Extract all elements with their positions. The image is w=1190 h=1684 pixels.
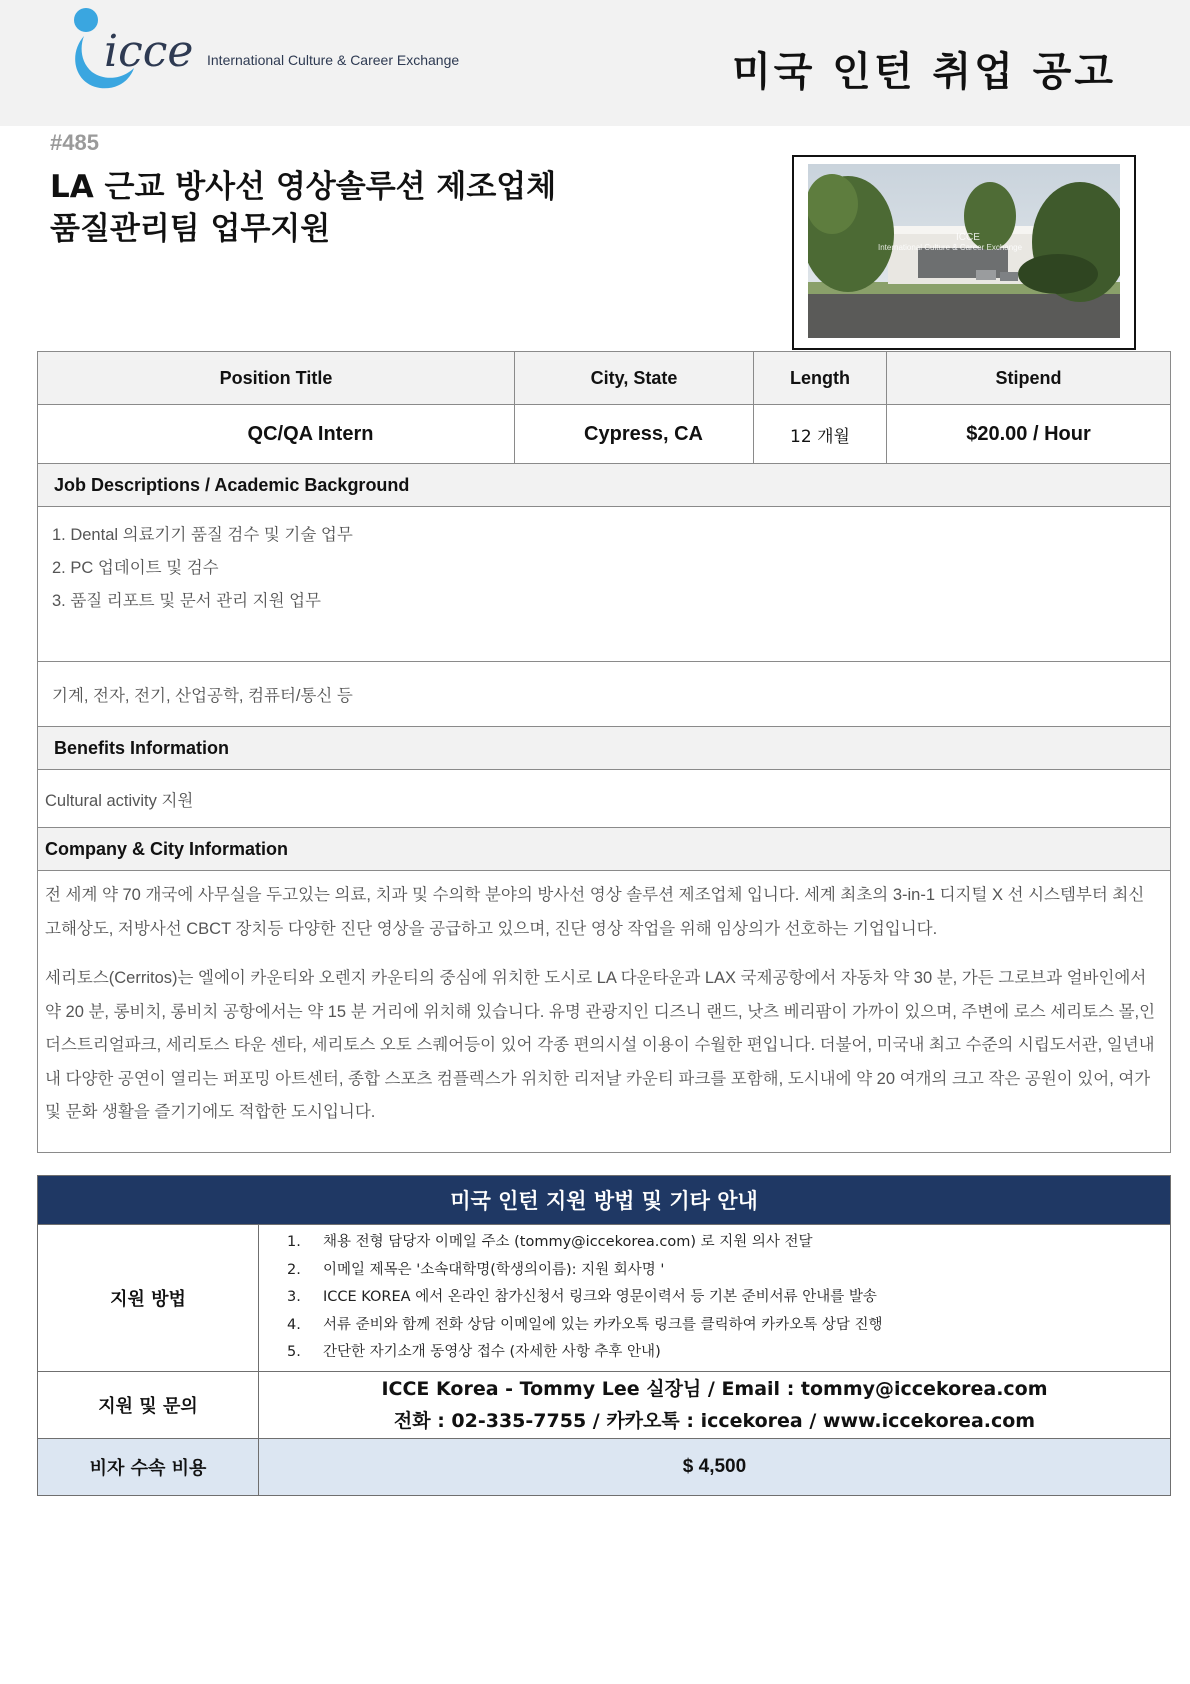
company-photo-frame <box>792 155 1136 350</box>
logo-dot-icon <box>74 8 98 32</box>
company-info <box>38 871 1171 1153</box>
contact-email-line: ICCE Korea - Tommy Lee 실장님 / Email : tommy@iccekorea.com <box>381 1377 1048 1400</box>
application-header-row <box>38 1176 1171 1225</box>
contact-label: 지원 및 문의 <box>38 1371 259 1438</box>
application-method-row <box>38 1225 1171 1372</box>
step-text: ICCE KOREA 에서 온라인 참가신청서 링크와 영문이력서 등 기본 준비서류 안내를 발송 <box>323 1289 877 1305</box>
step-number: 4. <box>287 1316 301 1333</box>
value-position-title: QC/QA Intern <box>38 405 515 464</box>
application-table <box>37 1175 1171 1496</box>
position-table-header <box>38 352 1171 405</box>
value-length: 12 개월 <box>754 405 887 464</box>
header-city-state: City, State <box>515 352 754 405</box>
benefits-row <box>38 770 1171 828</box>
logo-tagline: International Culture & Career Exchange <box>207 52 460 68</box>
step-text: 이메일 제목은 '소속대학명(학생의이름): 지원 회사명 ' <box>323 1261 665 1278</box>
job-duties <box>38 507 1171 662</box>
application-method-label: 지원 방법 <box>38 1225 259 1372</box>
contact-phone-line: 전화 : 02-335-7755 / 카카오톡 : iccekorea / www.iccekorea.com <box>393 1409 1036 1432</box>
value-stipend: $20.00 / Hour <box>887 405 1171 464</box>
step-text: 채용 전형 담당자 이메일 주소 (tommy@iccekorea.com) 로 지원 의사 전달 <box>323 1234 813 1250</box>
application-step <box>287 1257 1170 1285</box>
duty-item: 3. 품질 리포트 및 문서 관리 지원 업무 <box>52 592 321 610</box>
step-number: 2. <box>287 1261 301 1278</box>
visa-fee-label: 비자 수속 비용 <box>38 1438 259 1495</box>
duty-item: 1. Dental 의료기기 품질 검수 및 기술 업무 <box>52 526 353 544</box>
application-step <box>287 1312 1170 1340</box>
benefits-text: Cultural activity 지원 <box>38 770 1171 828</box>
job-section-title: Job Descriptions / Academic Background <box>38 464 1171 507</box>
header-position-title: Position Title <box>38 352 515 405</box>
company-section-header <box>38 828 1171 871</box>
benefits-section-title: Benefits Information <box>38 727 1171 770</box>
application-step <box>287 1339 1170 1367</box>
job-duties-row <box>38 507 1171 662</box>
academic-row <box>38 662 1171 727</box>
application-header: 미국 인턴 지원 방법 및 기타 안내 <box>38 1176 1171 1225</box>
company-row <box>38 871 1171 1153</box>
application-steps <box>259 1225 1171 1372</box>
post-number: #485 <box>50 130 99 155</box>
photo-sign-1: ICCE <box>956 232 980 243</box>
application-step <box>287 1229 1170 1257</box>
company-building-photo <box>808 164 1120 338</box>
city-description: 세리토스(Cerritos)는 엘에이 카운티와 오렌지 카운티의 중심에 위치한 도시로 LA 다운타운과 LAX 국제공항에서 자동차 약 30 분, 가든 그로브과 얼바인에서 약 20 분, 롱비치, 롱비치 공항에서는 약 15 분 거리에 위치해 있습니다. 유명 관광지인 디즈니 랜드, 낫츠 베리팜이 가까이 있으며, 주변에 로스 세리토스 몰,인더스트리얼파크, 세리토스 타운 센타, 세리토스 오토 스퀘어등이 있어 각종 편의시설 이용이 수월한 편입니다. 더불어, 미국내 최고 수준의 시립도서관, 일년내내 다양한 공연이 열리는 퍼포밍 아트센터, 종합 스포츠 컴플렉스가 위치한 리저날 카운티 파크를 포함해, 도시내에 약 20 여개의 크고 작은 공원이 있어, 여가 및 문화 생활을 즐기기에도 적합한 도시입니다. <box>45 969 1156 1121</box>
company-description: 전 세계 약 70 개국에 사무실을 두고있는 의료, 치과 및 수의학 분야의 방사선 영상 솔루션 제조업체 입니다. 세계 최초의 3-in-1 디지털 X 선 시스템부터 최신 고해상도, 저방사선 CBCT 장치등 다양한 진단 영상을 공급하고 있으며, 진단 영상 작업을 위해 임상의가 선호하는 기업입니다. <box>45 886 1145 938</box>
header-stipend: Stipend <box>887 352 1171 405</box>
visa-fee-row <box>38 1438 1171 1495</box>
header-length: Length <box>754 352 887 405</box>
benefits-section-header <box>38 727 1171 770</box>
logo-text: icce <box>104 26 194 77</box>
step-number: 3. <box>287 1289 301 1305</box>
step-text: 서류 준비와 함께 전화 상담 이메일에 있는 카카오톡 링크를 클릭하여 카카오톡 상담 진행 <box>323 1316 883 1333</box>
position-table-values <box>38 405 1171 464</box>
position-table <box>37 351 1171 1153</box>
contact-info <box>259 1371 1171 1438</box>
academic-background: 기계, 전자, 전기, 산업공학, 컴퓨터/통신 등 <box>38 662 1171 727</box>
duty-item: 2. PC 업데이트 및 검수 <box>52 559 219 577</box>
application-step <box>287 1284 1170 1312</box>
job-title <box>50 166 556 250</box>
icce-logo <box>70 6 490 96</box>
value-city-state: Cypress, CA <box>515 405 754 464</box>
photo-sign-2: International Culture & Career Exchange <box>878 243 1023 252</box>
step-text: 간단한 자기소개 동영상 접수 (자세한 사항 추후 안내) <box>323 1344 661 1360</box>
visa-fee-value: $ 4,500 <box>259 1438 1171 1495</box>
job-title-line-1: LA 근교 방사선 영상솔루션 제조업체 <box>50 169 557 205</box>
step-number: 1. <box>287 1234 301 1250</box>
job-title-line-2: 품질관리팀 업무지원 <box>50 211 331 247</box>
step-number: 5. <box>287 1344 301 1360</box>
company-section-title: Company & City Information <box>38 828 1171 871</box>
notice-title: 미국 인턴 취업 공고 <box>732 49 1116 95</box>
contact-row <box>38 1371 1171 1438</box>
job-section-header <box>38 464 1171 507</box>
